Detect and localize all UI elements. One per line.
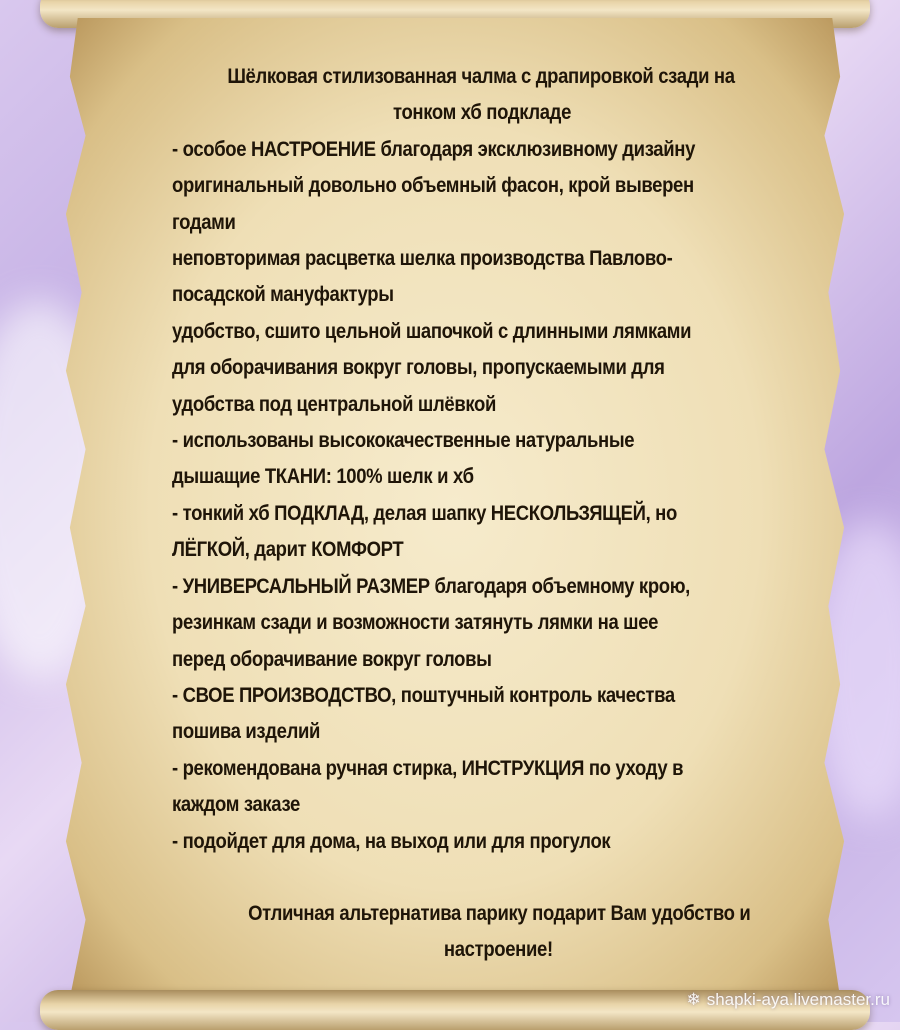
- body-line: - УНИВЕРСАЛЬНЫЙ РАЗМЕР благодаря объемному крою,: [172, 573, 690, 598]
- body-line: каждом заказе: [172, 792, 301, 817]
- body-line: - СВОЕ ПРОИЗВОДСТВО, поштучный контроль качества: [172, 682, 675, 707]
- body-line: - особое НАСТРОЕНИЕ благодаря эксклюзивному дизайну: [172, 136, 696, 161]
- body-line: пошива изделий: [172, 719, 321, 744]
- watermark-text: shapki-aya.livemaster.ru: [706, 990, 890, 1009]
- body-line: - использованы высококачественные натуральные: [172, 428, 635, 453]
- body-line: оригинальный довольно объемный фасон, крой выверен: [172, 173, 694, 198]
- body-line: резинкам сзади и возможности затянуть лямки на шее: [172, 610, 659, 635]
- closing-line: Отличная альтернатива парику подарит Вам удобство и: [248, 900, 751, 925]
- body-line: - тонкий хб ПОДКЛАД, делая шапку НЕСКОЛЬЗЯЩЕЙ, но: [172, 500, 677, 525]
- body-line: удобства под центральной шлёвкой: [172, 391, 497, 416]
- title-line: тонком хб подкладе: [392, 100, 572, 125]
- spacer: [172, 859, 792, 895]
- snowflake-icon: ❄: [686, 990, 701, 1009]
- closing-line: настроение!: [443, 937, 553, 962]
- body-line: годами: [172, 209, 236, 234]
- description-text: [172, 58, 792, 968]
- body-line: перед оборачивание вокруг головы: [172, 646, 492, 671]
- body-line: посадской мануфактуры: [172, 282, 394, 307]
- body-line: неповторимая расцветка шелка производства Павлово-: [172, 246, 673, 271]
- body-line: удобство, сшито цельной шапочкой с длинными лямками: [172, 318, 692, 343]
- body-line: - рекомендована ручная стирка, ИНСТРУКЦИЯ по уходу в: [172, 755, 684, 780]
- title-line: Шёлковая стилизованная чалма с драпировкой сзади на: [227, 64, 735, 88]
- body-line: дышащие ТКАНИ: 100% шелк и хб: [172, 464, 474, 489]
- watermark: [686, 990, 890, 1010]
- body-line: ЛЁГКОЙ, дарит КОМФОРТ: [172, 537, 404, 562]
- body-line: - подойдет для дома, на выход или для прогулок: [172, 828, 611, 853]
- body-line: для оборачивания вокруг головы, пропускаемыми для: [172, 355, 665, 380]
